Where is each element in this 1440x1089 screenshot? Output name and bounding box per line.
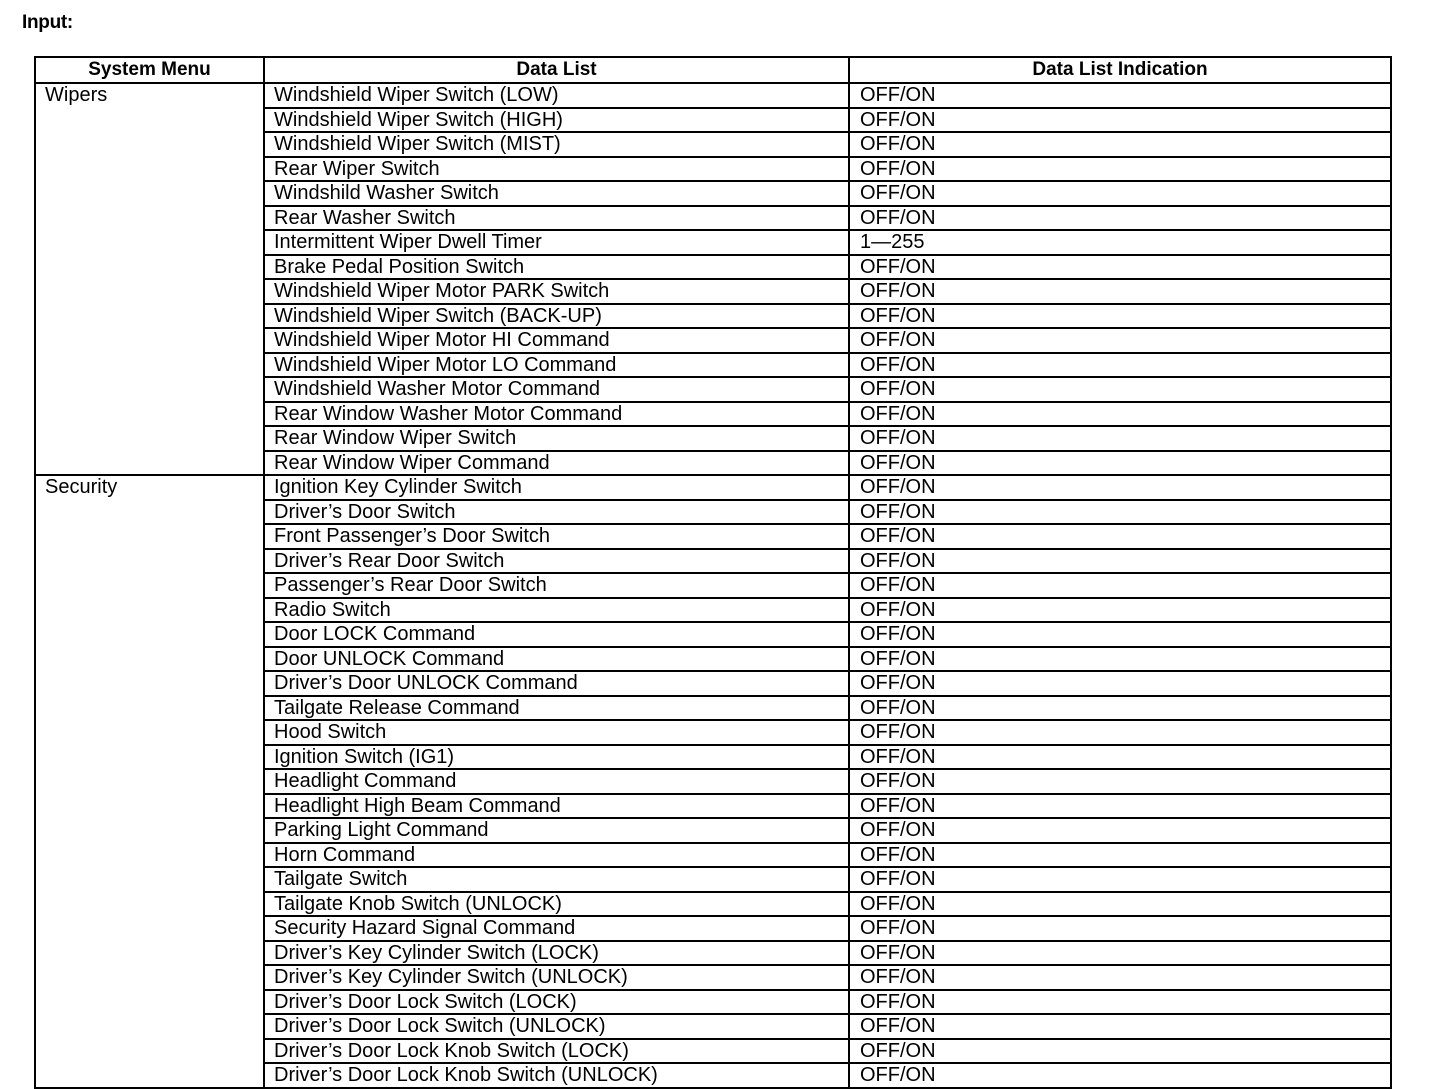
data-list-indication: OFF/ON xyxy=(849,745,1391,770)
data-list-table xyxy=(34,56,1392,1089)
table-header-row xyxy=(35,57,1391,83)
data-list-indication: OFF/ON xyxy=(849,990,1391,1015)
header-data-list: Data List xyxy=(264,57,849,83)
data-list-indication: OFF/ON xyxy=(849,353,1391,378)
table-row xyxy=(35,83,1391,108)
data-list-item: Hood Switch xyxy=(264,720,849,745)
data-list-item: Passenger’s Rear Door Switch xyxy=(264,573,849,598)
data-list-item: Tailgate Knob Switch (UNLOCK) xyxy=(264,892,849,917)
data-list-item: Parking Light Command xyxy=(264,818,849,843)
system-menu-wipers: Wipers xyxy=(35,83,264,475)
data-list-indication: OFF/ON xyxy=(849,818,1391,843)
data-list-indication: OFF/ON xyxy=(849,843,1391,868)
data-list-indication: OFF/ON xyxy=(849,1039,1391,1064)
data-list-item: Driver’s Door Lock Switch (LOCK) xyxy=(264,990,849,1015)
data-list-item: Windshild Washer Switch xyxy=(264,181,849,206)
data-list-indication: OFF/ON xyxy=(849,328,1391,353)
data-list-indication: OFF/ON xyxy=(849,1063,1391,1088)
data-list-indication: OFF/ON xyxy=(849,696,1391,721)
data-list-item: Rear Wiper Switch xyxy=(264,157,849,182)
data-list-indication: 1—255 xyxy=(849,230,1391,255)
data-list-item: Windshield Wiper Switch (BACK-UP) xyxy=(264,304,849,329)
data-list-item: Headlight Command xyxy=(264,769,849,794)
data-list-indication: OFF/ON xyxy=(849,794,1391,819)
data-list-indication: OFF/ON xyxy=(849,622,1391,647)
data-list-item: Rear Window Wiper Command xyxy=(264,451,849,476)
data-list-item: Security Hazard Signal Command xyxy=(264,916,849,941)
data-list-indication: OFF/ON xyxy=(849,916,1391,941)
data-list-item: Tailgate Switch xyxy=(264,867,849,892)
data-list-indication: OFF/ON xyxy=(849,157,1391,182)
data-list-indication: OFF/ON xyxy=(849,108,1391,133)
data-list-indication: OFF/ON xyxy=(849,279,1391,304)
data-list-indication: OFF/ON xyxy=(849,500,1391,525)
data-list-indication: OFF/ON xyxy=(849,377,1391,402)
data-list-indication: OFF/ON xyxy=(849,83,1391,108)
data-list-item: Windshield Wiper Switch (LOW) xyxy=(264,83,849,108)
data-list-item: Windshield Wiper Switch (MIST) xyxy=(264,132,849,157)
data-list-item: Driver’s Door UNLOCK Command xyxy=(264,671,849,696)
header-system-menu: System Menu xyxy=(35,57,264,83)
data-list-indication: OFF/ON xyxy=(849,867,1391,892)
data-list-indication: OFF/ON xyxy=(849,402,1391,427)
data-list-item: Intermittent Wiper Dwell Timer xyxy=(264,230,849,255)
data-list-indication: OFF/ON xyxy=(849,671,1391,696)
data-list-indication: OFF/ON xyxy=(849,720,1391,745)
data-list-indication: OFF/ON xyxy=(849,255,1391,280)
data-list-indication: OFF/ON xyxy=(849,941,1391,966)
data-list-item: Rear Window Wiper Switch xyxy=(264,426,849,451)
data-list-item: Driver’s Key Cylinder Switch (UNLOCK) xyxy=(264,965,849,990)
data-list-item: Windshield Wiper Motor LO Command xyxy=(264,353,849,378)
system-menu-security: Security xyxy=(35,475,264,1088)
data-list-indication: OFF/ON xyxy=(849,647,1391,672)
header-data-list-indication: Data List Indication xyxy=(849,57,1391,83)
data-list-indication: OFF/ON xyxy=(849,892,1391,917)
data-list-indication: OFF/ON xyxy=(849,451,1391,476)
data-list-item: Brake Pedal Position Switch xyxy=(264,255,849,280)
data-list-indication: OFF/ON xyxy=(849,769,1391,794)
data-list-item: Horn Command xyxy=(264,843,849,868)
data-list-item: Rear Washer Switch xyxy=(264,206,849,231)
data-list-item: Rear Window Washer Motor Command xyxy=(264,402,849,427)
data-list-item: Driver’s Key Cylinder Switch (LOCK) xyxy=(264,941,849,966)
data-list-indication: OFF/ON xyxy=(849,132,1391,157)
table-row xyxy=(35,475,1391,500)
data-list-indication: OFF/ON xyxy=(849,426,1391,451)
data-list-item: Driver’s Door Switch xyxy=(264,500,849,525)
data-list-item: Door UNLOCK Command xyxy=(264,647,849,672)
data-list-item: Windshield Wiper Motor HI Command xyxy=(264,328,849,353)
data-list-indication: OFF/ON xyxy=(849,1014,1391,1039)
data-list-indication: OFF/ON xyxy=(849,598,1391,623)
page-title: Input: xyxy=(22,12,73,33)
data-list-item: Windshield Washer Motor Command xyxy=(264,377,849,402)
data-list-item: Driver’s Door Lock Knob Switch (UNLOCK) xyxy=(264,1063,849,1088)
data-list-indication: OFF/ON xyxy=(849,524,1391,549)
data-list-item: Driver’s Door Lock Knob Switch (LOCK) xyxy=(264,1039,849,1064)
data-list-indication: OFF/ON xyxy=(849,475,1391,500)
data-list-item: Headlight High Beam Command xyxy=(264,794,849,819)
data-list-indication: OFF/ON xyxy=(849,304,1391,329)
data-list-item: Door LOCK Command xyxy=(264,622,849,647)
data-list-item: Driver’s Rear Door Switch xyxy=(264,549,849,574)
data-list-item: Windshield Wiper Switch (HIGH) xyxy=(264,108,849,133)
data-list-item: Ignition Key Cylinder Switch xyxy=(264,475,849,500)
data-list-item: Driver’s Door Lock Switch (UNLOCK) xyxy=(264,1014,849,1039)
data-list-indication: OFF/ON xyxy=(849,181,1391,206)
data-list-indication: OFF/ON xyxy=(849,573,1391,598)
data-list-indication: OFF/ON xyxy=(849,206,1391,231)
data-list-indication: OFF/ON xyxy=(849,965,1391,990)
data-list-item: Tailgate Release Command xyxy=(264,696,849,721)
table-body xyxy=(35,83,1391,1088)
data-list-item: Windshield Wiper Motor PARK Switch xyxy=(264,279,849,304)
data-list-item: Ignition Switch (IG1) xyxy=(264,745,849,770)
data-list-item: Radio Switch xyxy=(264,598,849,623)
data-list-indication: OFF/ON xyxy=(849,549,1391,574)
data-list-item: Front Passenger’s Door Switch xyxy=(264,524,849,549)
